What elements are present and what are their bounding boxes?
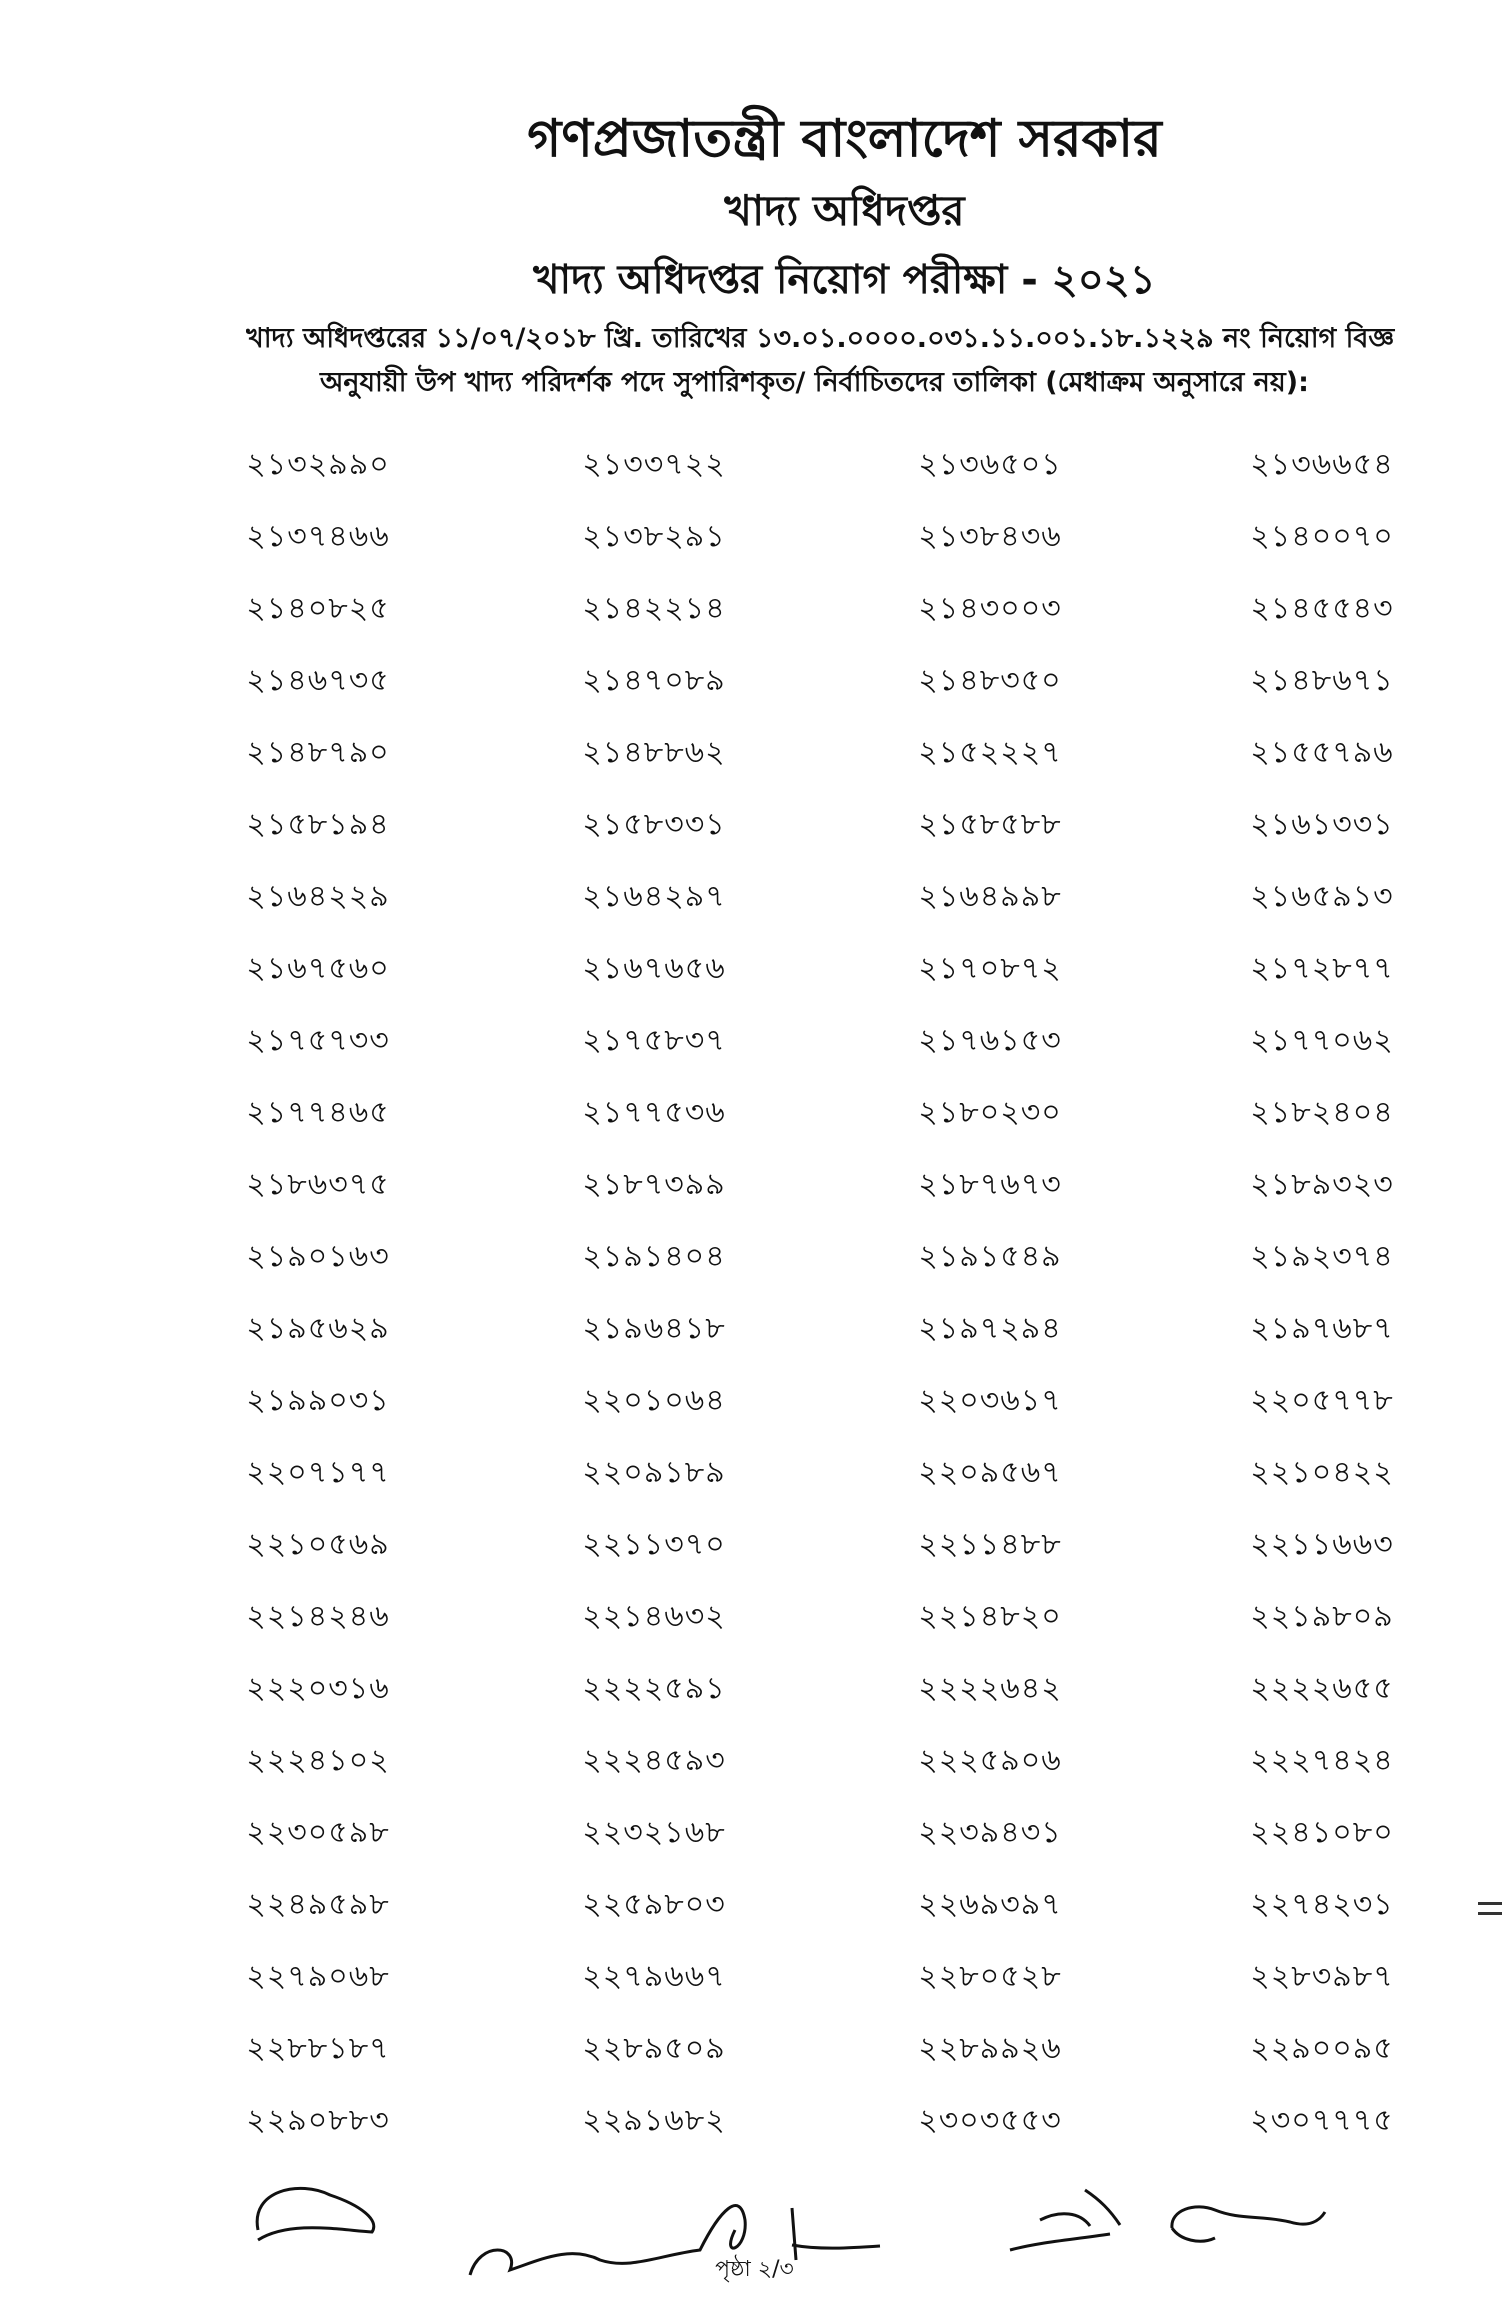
roll-number: ২২১০৪২২	[1250, 1455, 1394, 1490]
roll-number: ২২৩০৫৯৮	[246, 1815, 390, 1850]
roll-number: ২২৩৯৪৩১	[918, 1815, 1062, 1850]
roll-number: ২১৬৭৬৫৬	[582, 951, 726, 986]
scan-edge-mark	[1478, 1902, 1502, 1905]
roll-number: ২২৮৩৯৮৭	[1250, 1959, 1394, 1994]
roll-number: ২১৪৫৫৪৩	[1250, 591, 1394, 626]
roll-row	[0, 2024, 1509, 2096]
roll-number: ২১৭৬১৫৩	[918, 1023, 1062, 1058]
page-number: পৃষ্ঠা ২/৩	[715, 2257, 794, 2282]
roll-number: ২১৪৭০৮৯	[582, 663, 726, 698]
roll-number: ২১৯৭৬৮৭	[1250, 1311, 1394, 1346]
roll-number: ২১৬৭৫৬০	[246, 951, 390, 986]
roll-number: ২১৪০৮২৫	[246, 591, 390, 626]
roll-row	[0, 872, 1509, 944]
roll-number: ২৩০৩৫৫৩	[918, 2103, 1062, 2138]
roll-number: ২১৪৩০০৩	[918, 591, 1062, 626]
roll-number: ২১৪৮৭৯০	[246, 735, 390, 770]
roll-number: ২২১৪২৪৬	[246, 1599, 390, 1634]
roll-number: ২২৮৯৫০৯	[582, 2031, 726, 2066]
roll-number: ২১৩৮২৯১	[582, 519, 726, 554]
roll-number: ২২৩২১৬৮	[582, 1815, 726, 1850]
scan-edge-mark	[1478, 1912, 1502, 1915]
roll-row	[0, 512, 1509, 584]
roll-number: ২১৯৫৬২৯	[246, 1311, 390, 1346]
signature	[257, 2188, 374, 2240]
roll-number: ২১৪৮৩৫০	[918, 663, 1062, 698]
notice-line-2: অনুযায়ী উপ খাদ্য পরিদর্শক পদে সুপারিশকৃত/ নির্বাচিতদের তালিকা (মেধাক্রম অনুসারে নয়):	[320, 367, 1309, 398]
roll-number: ২১৫৮৫৮৮	[918, 807, 1062, 842]
roll-number: ২১৬৪৯৯৮	[918, 879, 1062, 914]
roll-number: ২১৭২৮৭৭	[1250, 951, 1394, 986]
roll-number: ২১৭৭৫৩৬	[582, 1095, 726, 1130]
roll-number: ২২৪১০৮০	[1250, 1815, 1394, 1850]
roll-row	[0, 1016, 1509, 1088]
roll-number: ২১৩৩৭২২	[582, 447, 726, 482]
roll-row	[0, 1304, 1509, 1376]
roll-number: ২১৮৯৩২৩	[1250, 1167, 1394, 1202]
roll-row	[0, 656, 1509, 728]
roll-row	[0, 1952, 1509, 2024]
roll-number: ২১৫৫৭৯৬	[1250, 735, 1394, 770]
roll-number: ২১৮৬৩৭৫	[246, 1167, 390, 1202]
roll-number: ২২৯০৮৮৩	[246, 2103, 390, 2138]
roll-number: ২১৩৮৪৩৬	[918, 519, 1062, 554]
roll-number: ২২০৯৫৬৭	[918, 1455, 1062, 1490]
roll-row	[0, 800, 1509, 872]
roll-number: ২১৩৬৬৫৪	[1250, 447, 1394, 482]
roll-number: ২১৪৬৭৩৫	[246, 663, 390, 698]
roll-number: ২১৯৯০৩১	[246, 1383, 390, 1418]
roll-number-list	[0, 440, 1509, 2168]
signature	[1010, 2190, 1120, 2250]
roll-number: ২১৬১৩৩১	[1250, 807, 1394, 842]
roll-number: ২২২২৬৫৫	[1250, 1671, 1394, 1706]
roll-number: ২২৯১৬৮২	[582, 2103, 726, 2138]
government-title: গণপ্রজাতন্ত্রী বাংলাদেশ সরকার	[527, 109, 1162, 169]
roll-number: ২১৯০১৬৩	[246, 1239, 390, 1274]
roll-number: ২২৭৯৬৬৭	[582, 1959, 726, 1994]
roll-number: ২২০৯১৮৯	[582, 1455, 726, 1490]
roll-number: ২২৮৯৯২৬	[918, 2031, 1062, 2066]
roll-number: ২১৬৫৯১৩	[1250, 879, 1394, 914]
roll-number: ২১৫৮৩৩১	[582, 807, 726, 842]
roll-number: ২২৭৪২৩১	[1250, 1887, 1394, 1922]
roll-number: ২২১৯৮০৯	[1250, 1599, 1394, 1634]
roll-number: ২২১৪৮২০	[918, 1599, 1062, 1634]
roll-row	[0, 1736, 1509, 1808]
roll-number: ২২১৪৬৩২	[582, 1599, 726, 1634]
roll-row	[0, 584, 1509, 656]
roll-number: ২১৫২২২৭	[918, 735, 1062, 770]
roll-number: ২১৯১৫৪৯	[918, 1239, 1062, 1274]
roll-number: ২১৯৬৪১৮	[582, 1311, 726, 1346]
department-title: খাদ্য অধিদপ্তর	[724, 186, 965, 235]
roll-number: ২১৯৭২৯৪	[918, 1311, 1062, 1346]
roll-number: ২১৮৭৩৯৯	[582, 1167, 726, 1202]
roll-number: ২২৯০০৯৫	[1250, 2031, 1394, 2066]
roll-number: ২১৮২৪০৪	[1250, 1095, 1394, 1130]
roll-number: ২২০৭১৭৭	[246, 1455, 390, 1490]
roll-row	[0, 1520, 1509, 1592]
roll-number: ২১৩৬৫০১	[918, 447, 1062, 482]
roll-number: ২২৮০৫২৮	[918, 1959, 1062, 1994]
roll-number: ২১৮৭৬৭৩	[918, 1167, 1062, 1202]
roll-number: ২২১১৬৬৩	[1250, 1527, 1394, 1562]
roll-number: ২২৮৮১৮৭	[246, 2031, 390, 2066]
roll-number: ২১৫৮১৯৪	[246, 807, 390, 842]
exam-title: খাদ্য অধিদপ্তর নিয়োগ পরীক্ষা - ২০২১	[533, 257, 1156, 303]
roll-number: ২২২৫৯০৬	[918, 1743, 1062, 1778]
roll-row	[0, 1232, 1509, 1304]
roll-row	[0, 1664, 1509, 1736]
roll-number: ২২৫৯৮০৩	[582, 1887, 726, 1922]
roll-row	[0, 1376, 1509, 1448]
roll-row	[0, 1088, 1509, 1160]
roll-number: ২২৪৯৫৯৮	[246, 1887, 390, 1922]
roll-number: ২২১০৫৬৯	[246, 1527, 390, 1562]
roll-number: ২১৭০৮৭২	[918, 951, 1062, 986]
roll-number: ২১৯১৪০৪	[582, 1239, 726, 1274]
roll-number: ২১৬৪২৯৭	[582, 879, 726, 914]
roll-number: ২১৭৭৪৬৫	[246, 1095, 390, 1130]
roll-number: ২২২৪৫৯৩	[582, 1743, 726, 1778]
roll-number: ২১৯২৩৭৪	[1250, 1239, 1394, 1274]
roll-number: ২১৪২২১৪	[582, 591, 726, 626]
roll-row	[0, 728, 1509, 800]
roll-number: ২২০১০৬৪	[582, 1383, 726, 1418]
roll-row	[0, 440, 1509, 512]
roll-number: ২১৬৪২২৯	[246, 879, 390, 914]
roll-number: ২২২৭৪২৪	[1250, 1743, 1394, 1778]
roll-number: ২১৩৭৪৬৬	[246, 519, 390, 554]
roll-row	[0, 944, 1509, 1016]
roll-number: ২১৮০২৩০	[918, 1095, 1062, 1130]
roll-row	[0, 1808, 1509, 1880]
roll-number: ২২৭৯০৬৮	[246, 1959, 390, 1994]
roll-number: ২১৪০০৭০	[1250, 519, 1394, 554]
roll-row	[0, 1448, 1509, 1520]
roll-number: ২২১১৪৮৮	[918, 1527, 1062, 1562]
roll-row	[0, 1160, 1509, 1232]
roll-number: ২২০৫৭৭৮	[1250, 1383, 1394, 1418]
roll-row	[0, 1880, 1509, 1952]
roll-number: ২১৪৮৮৬২	[582, 735, 726, 770]
roll-row	[0, 1592, 1509, 1664]
roll-number: ২৩০৭৭৭৫	[1250, 2103, 1394, 2138]
roll-number: ২২২২৫৯১	[582, 1671, 726, 1706]
roll-number: ২১৭৭০৬২	[1250, 1023, 1394, 1058]
roll-number: ২১৭৫৮৩৭	[582, 1023, 726, 1058]
signature	[1172, 2207, 1325, 2241]
roll-number: ২২০৩৬১৭	[918, 1383, 1062, 1418]
notice-line-1: খাদ্য অধিদপ্তরের ১১/০৭/২০১৮ খ্রি. তারিখের ১৩.০১.০০০০.০৩১.১১.০০১.১৮.১২২৯ নং নিয়োগ বিজ্ঞ	[246, 323, 1395, 354]
roll-number: ২১৪৮৬৭১	[1250, 663, 1394, 698]
roll-number: ২২১১৩৭০	[582, 1527, 726, 1562]
roll-number: ২২২০৩১৬	[246, 1671, 390, 1706]
roll-number: ২১৭৫৭৩৩	[246, 1023, 390, 1058]
roll-number: ২২৬৯৩৯৭	[918, 1887, 1062, 1922]
roll-number: ২২২৪১০২	[246, 1743, 390, 1778]
roll-number: ২২২২৬৪২	[918, 1671, 1062, 1706]
roll-number: ২১৩২৯৯০	[246, 447, 390, 482]
